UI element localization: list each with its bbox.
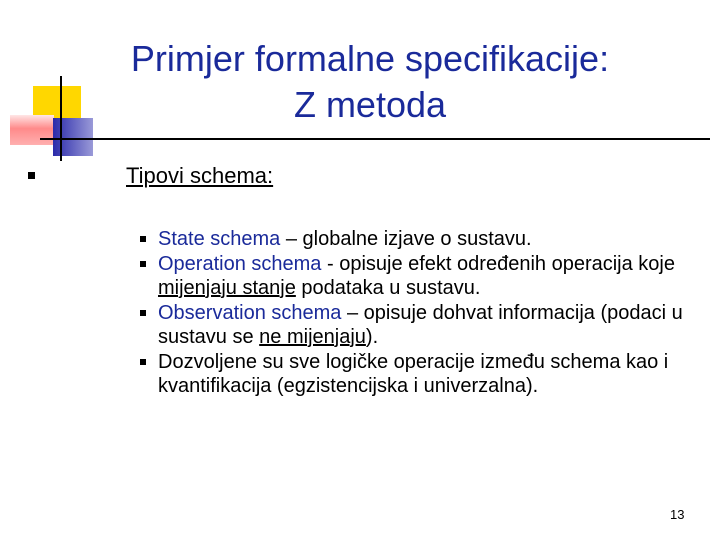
item-text: Dozvoljene su sve logičke operacije između schema kao i kvantifikacija (egzistencijska i univerzalna). <box>158 350 669 397</box>
logo-blue-square <box>53 118 93 156</box>
term-highlight: State schema <box>158 228 281 250</box>
list-item-observation <box>120 301 710 350</box>
square-bullet-icon <box>28 172 35 179</box>
title-line-2: Z metoda <box>293 84 447 125</box>
logo-vertical-line <box>60 76 62 161</box>
schema-list <box>120 227 710 399</box>
underlined-text: mijenjaju stanje <box>158 277 296 299</box>
title-divider-line <box>40 138 710 140</box>
logo-pink-bar <box>10 115 54 145</box>
item-text: ). <box>365 326 379 348</box>
square-bullet-icon <box>140 236 146 242</box>
item-text: - opisuje efekt određenih operacija koje <box>321 252 675 275</box>
item-text: podataka u sustavu. <box>295 277 481 299</box>
square-bullet-icon <box>140 310 146 316</box>
square-bullet-icon <box>140 261 146 267</box>
item-text: – opisuje dohvat informacija (podaci u sustavu se <box>158 301 683 348</box>
list-item-operation <box>120 252 710 301</box>
item-text: – globalne izjave o sustavu. <box>280 228 532 250</box>
section-heading: Tipovi schema: <box>126 163 274 188</box>
term-highlight: Operation schema <box>158 252 322 275</box>
term-highlight: Observation schema <box>158 301 342 324</box>
slide-title <box>100 36 640 128</box>
page-number: 13 <box>670 507 685 522</box>
underlined-text: ne mijenjaju <box>259 326 366 348</box>
title-line-1: Primjer formalne specifikacije: <box>130 38 610 79</box>
square-bullet-icon <box>140 359 146 365</box>
list-item-operations-allowed <box>120 350 710 399</box>
list-item-state <box>120 227 710 252</box>
